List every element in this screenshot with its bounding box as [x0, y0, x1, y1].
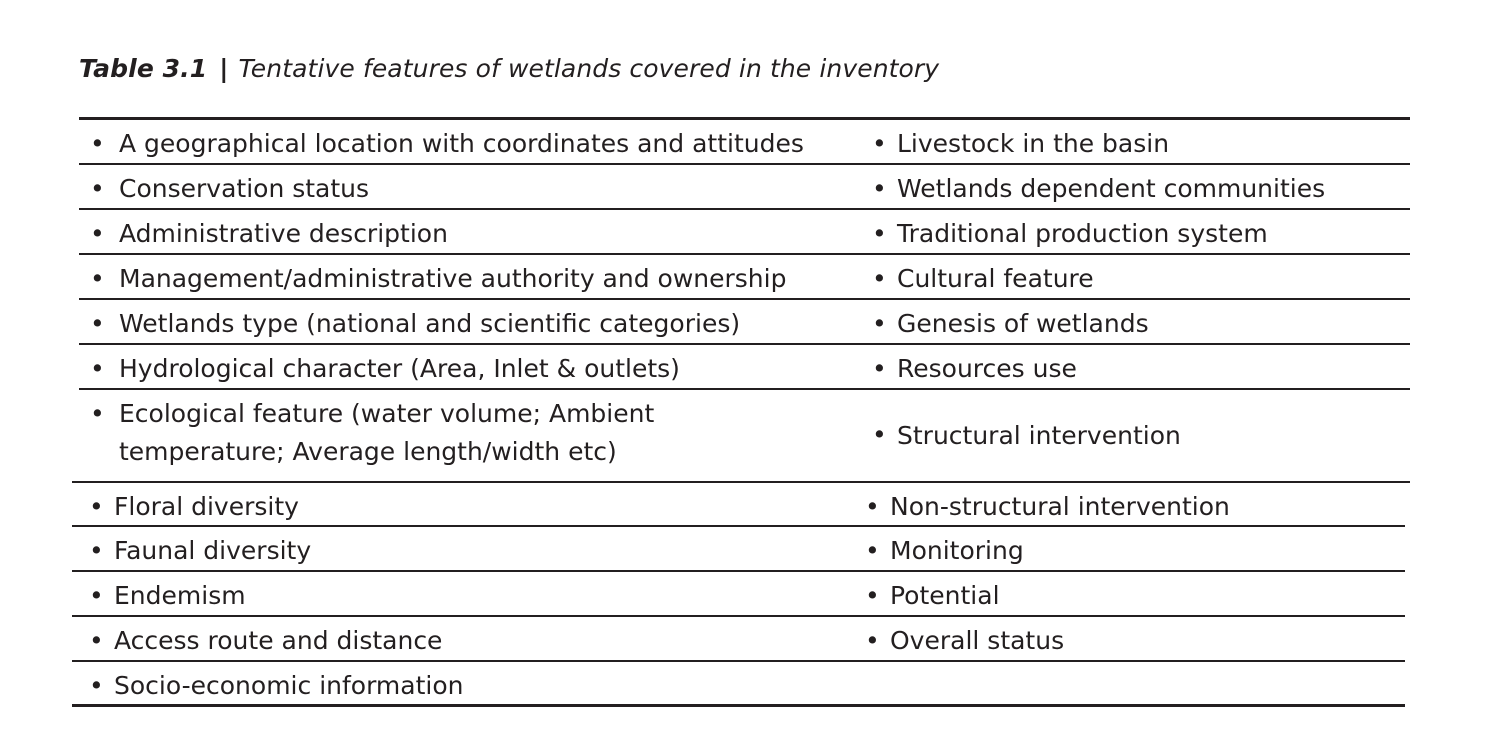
bullet-icon: • — [90, 219, 105, 248]
table-cell-left — [72, 662, 864, 704]
table-cell-left — [72, 527, 864, 570]
table-cell-left — [72, 483, 864, 525]
cell-text: Faunal diversity — [114, 536, 312, 565]
bullet-icon: • — [90, 354, 105, 383]
table-cell-left — [72, 572, 864, 615]
bullet-icon: • — [865, 492, 880, 521]
cell-text: Genesis of wetlands — [897, 309, 1149, 338]
cell-text: Socio-economic information — [114, 671, 464, 700]
cell-text: Wetlands dependent communities — [897, 174, 1326, 203]
bullet-icon: • — [89, 492, 104, 521]
bullet-icon: • — [89, 536, 104, 565]
table-number: Table 3.1 — [79, 54, 208, 83]
table-cell-right — [864, 572, 1405, 615]
bullet-icon: • — [865, 536, 880, 565]
table-cell-left — [79, 300, 861, 343]
bullet-icon: • — [90, 399, 105, 428]
bullet-icon: • — [89, 671, 104, 700]
table-cell-right — [861, 120, 1410, 163]
cell-text: Hydrological character (Area, Inlet & outlets) — [119, 354, 680, 383]
table-cell-left — [79, 255, 861, 298]
table-row — [79, 165, 1410, 210]
bullet-icon: • — [865, 581, 880, 610]
cell-text: Access route and distance — [114, 626, 443, 655]
table-cell-left — [79, 390, 861, 481]
bullet-icon: • — [89, 626, 104, 655]
bullet-icon: • — [89, 581, 104, 610]
table-cell-right — [861, 255, 1410, 298]
table-cell-left — [79, 210, 861, 253]
cell-text: Endemism — [114, 581, 246, 610]
table-row — [72, 617, 1405, 662]
bullet-icon: • — [90, 129, 105, 158]
cell-text: Resources use — [897, 354, 1077, 383]
bullet-icon: • — [865, 626, 880, 655]
cell-text: Overall status — [890, 626, 1065, 655]
table-lower-block — [72, 481, 1405, 707]
table-cell-right — [861, 210, 1410, 253]
cell-text: Potential — [890, 581, 1000, 610]
table-upper-block — [79, 117, 1410, 483]
cell-text: Ecological feature (water volume; Ambient temperature; Average length/width etc) — [119, 399, 655, 466]
cell-text: Wetlands type (national and scientific categories) — [119, 309, 741, 338]
cell-text: Non-structural intervention — [890, 492, 1230, 521]
table-cell-right — [864, 662, 1405, 704]
bullet-icon: • — [90, 174, 105, 203]
bullet-icon: • — [872, 219, 887, 248]
bullet-icon: • — [872, 264, 887, 293]
table-row — [79, 345, 1410, 390]
table-row — [79, 120, 1410, 165]
cell-text: Monitoring — [890, 536, 1024, 565]
table-row — [79, 300, 1410, 345]
table-row — [72, 481, 1405, 527]
table-cell-right — [864, 483, 1405, 525]
cell-text: Floral diversity — [114, 492, 299, 521]
bullet-icon: • — [90, 264, 105, 293]
cell-text: Management/administrative authority and ownership — [119, 264, 787, 293]
table-cell-right — [864, 617, 1405, 660]
table-cell-right — [864, 527, 1405, 570]
table-caption — [79, 54, 939, 83]
cell-text: Structural intervention — [897, 420, 1181, 450]
table-cell-right — [861, 345, 1410, 388]
table-cell-right — [861, 390, 1410, 481]
table-row — [72, 572, 1405, 617]
table-cell-right — [861, 300, 1410, 343]
cell-text: Livestock in the basin — [897, 129, 1170, 158]
cell-text: Traditional production system — [897, 219, 1268, 248]
table-cell-left — [79, 165, 861, 208]
cell-text: Administrative description — [119, 219, 448, 248]
table-row — [79, 210, 1410, 255]
cell-text: A geographical location with coordinates and attitudes — [119, 129, 804, 158]
table-row — [72, 662, 1405, 707]
bullet-icon: • — [872, 129, 887, 158]
bullet-icon: • — [872, 174, 887, 203]
table-cell-left — [79, 345, 861, 388]
table-cell-left — [79, 120, 861, 163]
bullet-icon: • — [90, 309, 105, 338]
bullet-icon: • — [872, 354, 887, 383]
bullet-icon: • — [872, 420, 887, 449]
caption-separator: | — [219, 54, 229, 83]
table-cell-left — [72, 617, 864, 660]
table-row — [72, 527, 1405, 572]
cell-text: Conservation status — [119, 174, 370, 203]
cell-text: Cultural feature — [897, 264, 1094, 293]
table-row — [79, 255, 1410, 300]
bullet-icon: • — [872, 309, 887, 338]
table-cell-right — [861, 165, 1410, 208]
table-row — [79, 390, 1410, 483]
table-title: Tentative features of wetlands covered in the inventory — [238, 54, 940, 83]
